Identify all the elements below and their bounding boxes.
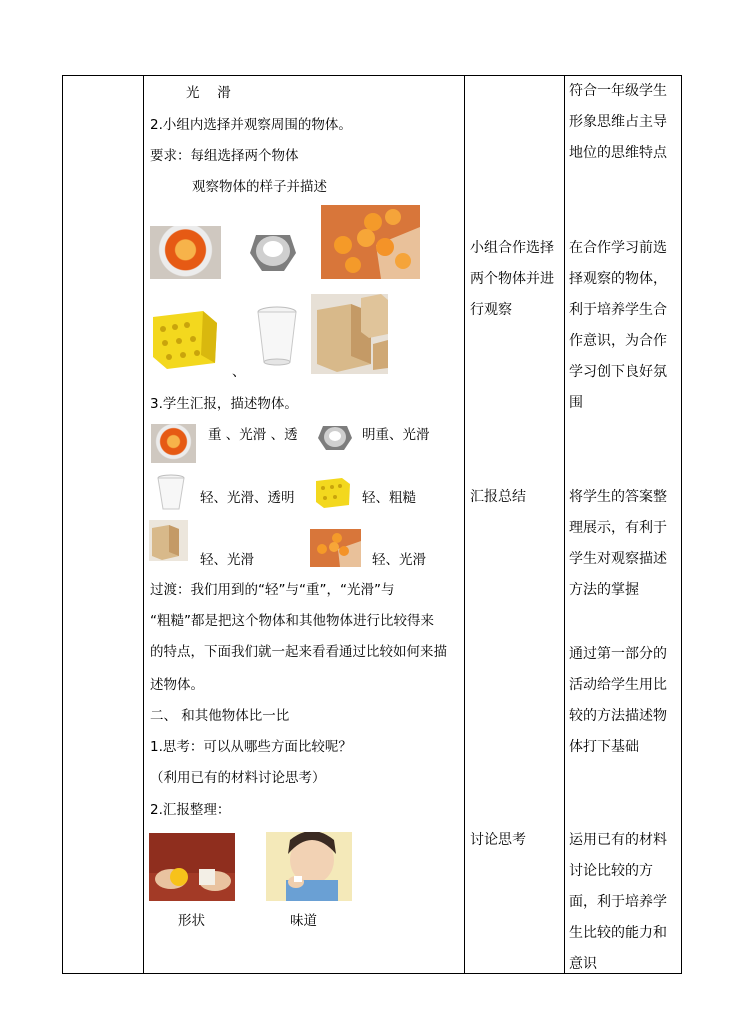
desc-balls: 轻、光滑 [372,552,426,568]
step-3: 3.学生汇报，描述物体。 [150,396,298,412]
report-heading: 2.汇报整理： [150,802,231,818]
think-question: 1.思考：可以从哪些方面比较呢？ [150,739,352,755]
column-divider [464,76,465,973]
intent-5: 运用已有的材料讨论比较的方面，利于培养学生比较的能力和意识 [569,832,667,972]
comma: 、 [232,364,246,380]
desc-nut: 明重、光滑 [362,427,430,443]
wood-blocks-image [311,294,388,374]
step-2: 2.小组内选择并观察周围的物体。 [150,117,352,133]
column-divider [143,76,144,973]
intent-1: 符合一年级学生形象思维占主导地位的思维特点 [569,83,667,161]
hex-nut-image [248,227,298,275]
caption-shape: 形状 [178,913,205,929]
transition-line-1: 过渡：我们用到的“轻”与“重”，“光滑”与 [150,582,395,598]
marble-image [150,226,221,279]
text-smooth: 光 滑 [186,85,231,101]
transition-line-4: 述物体。 [150,677,204,693]
intent-3: 将学生的答案整理展示，有利于学生对观察描述方法的掌握 [569,489,667,598]
column-divider [564,76,565,973]
section-2-heading: 二、 和其他物体比一比 [150,708,290,724]
desc-cup: 轻、光滑、透明 [200,490,295,506]
intent-2: 在合作学习前选择观察的物体，利于培养学生合作意识，为合作学习创下良好氛围 [569,240,667,411]
plastic-cup-image [256,306,298,366]
activity-report: 汇报总结 [470,489,526,505]
transition-line-3: 的特点，下面我们就一起来看看通过比较如何来描 [150,644,447,660]
ping-pong-balls-image [321,205,420,279]
desc-marble: 重 、光滑 、透 [208,427,298,443]
activity-discuss: 讨论思考 [470,832,526,848]
caption-taste: 味道 [290,913,317,929]
desc-wood: 轻、光滑 [200,552,254,568]
cup-thumb [157,474,185,512]
shape-photo [149,833,235,901]
intent-4: 通过第一部分的活动给学生用比较的方法描述物体打下基础 [569,646,667,755]
wood-thumb [149,520,188,561]
balls-thumb [310,529,361,567]
sponge-thumb [314,476,351,509]
activity-group-observe: 小组合作选择两个物体并进行观察 [470,240,554,318]
requirement-1: 要求：每组选择两个物体 [150,148,299,164]
think-note: （利用已有的材料讨论思考） [150,770,326,786]
sponge-image [149,307,219,371]
taste-photo [266,832,352,901]
requirement-2: 观察物体的样子并描述 [192,179,327,195]
desc-sponge: 轻、粗糙 [362,490,416,506]
marble-thumb [151,424,196,463]
nut-thumb [318,422,352,452]
transition-line-2: “粗糙”都是把这个物体和其他物体进行比较得来 [150,613,434,629]
